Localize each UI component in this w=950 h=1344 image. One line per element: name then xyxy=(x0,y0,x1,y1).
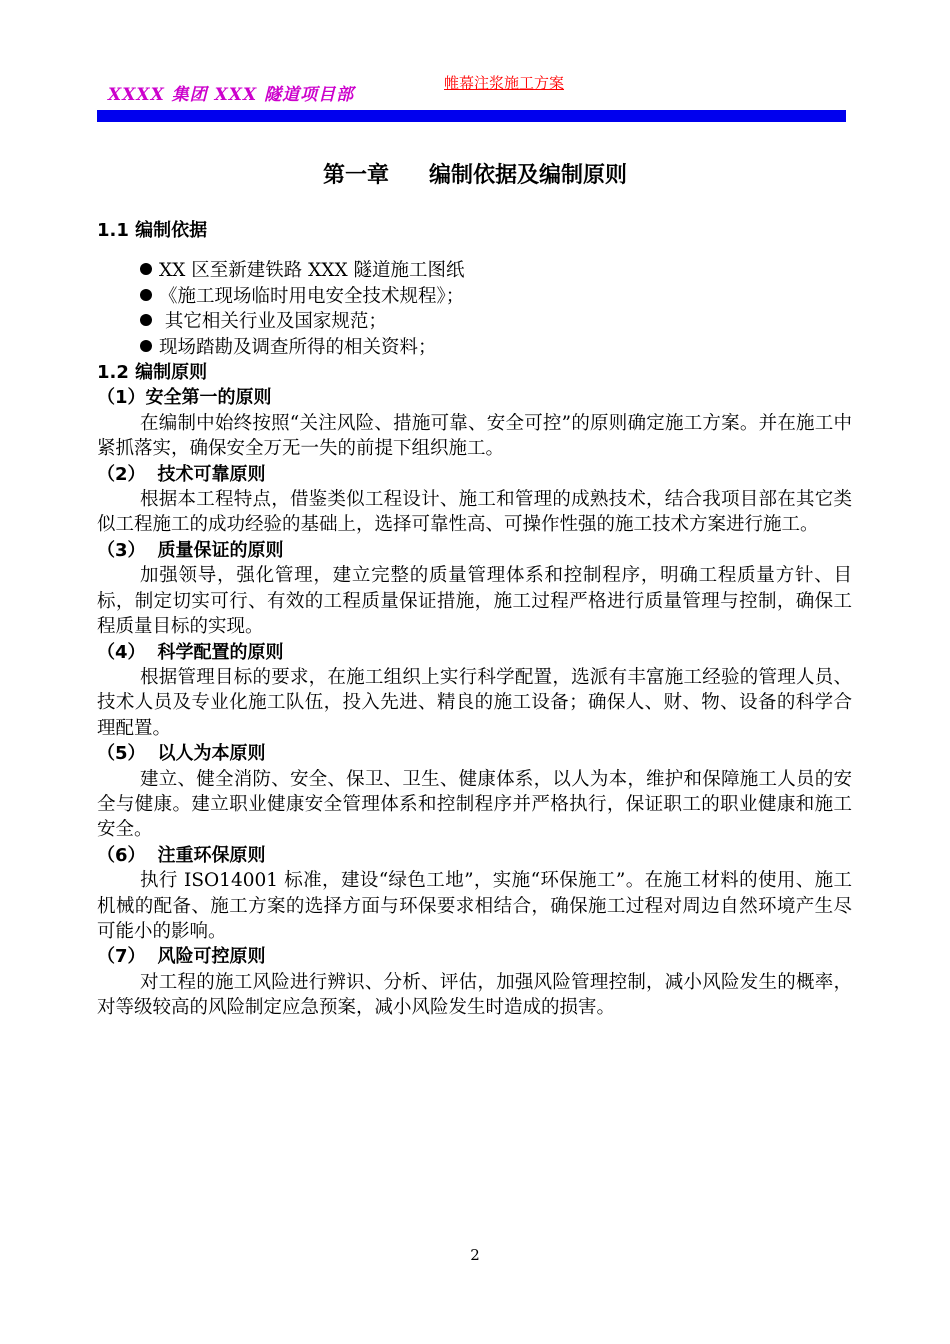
section-heading-principles: 1.2 编制原则 xyxy=(97,362,208,384)
principle-number: （1） xyxy=(97,387,146,409)
chapter-title: 编制依据及编制原则 xyxy=(429,163,628,188)
principle-label: 以人为本原则 xyxy=(157,743,266,765)
list-item: 《施工现场临时用电安全技术规程》； xyxy=(140,284,852,309)
principle-title xyxy=(97,385,852,410)
section-heading-basis: 1.1 编制依据 xyxy=(97,220,208,241)
bullet-icon xyxy=(140,340,152,352)
principle-text: 执行 ISO14001 标准，建设“绿色工地”，实施“环保施工”。在施工材料的使用、施工机械的配备、施工方案的选择方面与环保要求相结合，确保施工过程对周边自然环境产生尽可能小的影响。 xyxy=(97,870,852,942)
list-item: XX 区至新建铁路 XXX 隧道施工图纸 xyxy=(140,258,852,283)
header-divider-bar xyxy=(97,110,846,122)
principle-text: 建立、健全消防、安全、保卫、卫生、健康体系，以人为本，维护和保障施工人员的安全与健康。建立职业健康安全管理体系和控制程序并严格执行，保证职工的职业健康和施工安全。 xyxy=(97,768,852,841)
page-number: 2 xyxy=(470,1246,480,1264)
principle-number: （7） xyxy=(97,946,146,968)
principle-block xyxy=(97,843,852,945)
bullet-icon xyxy=(140,314,152,326)
principle-label: 质量保证的原则 xyxy=(157,539,284,561)
basis-list xyxy=(97,258,852,360)
main-content xyxy=(97,218,852,1021)
principle-block xyxy=(97,462,852,538)
principle-label: 技术可靠原则 xyxy=(157,463,266,485)
principle-text: 对工程的施工风险进行辨识、分析、评估，加强风险管理控制，减小风险发生的概率，对等级较高的风险制定应急预案，减小风险发生时造成的损害。 xyxy=(97,971,852,1019)
principle-label: 注重环保原则 xyxy=(157,844,266,866)
principle-text: 加强领导，强化管理，建立完整的质量管理体系和控制程序，明确工程质量方针、目标，制定切实可行、有效的工程质量保证措施，施工过程严格进行质量管理与控制，确保工程质量目标的实现。 xyxy=(97,565,852,638)
chapter-number: 第一章 xyxy=(322,163,389,188)
principle-title xyxy=(97,741,852,766)
header-document-title: 帷幕注浆施工方案 xyxy=(444,74,565,92)
principle-number: （5） xyxy=(97,743,146,765)
principle-block xyxy=(97,944,852,1020)
principle-number: （4） xyxy=(97,641,146,663)
principle-title xyxy=(97,640,852,665)
principle-label: 风险可控原则 xyxy=(157,946,266,968)
chapter-heading xyxy=(0,158,950,189)
principle-text: 在编制中始终按照“关注风险、措施可靠、安全可控”的原则确定施工方案。并在施工中紧抓落实，确保安全万无一失的前提下组织施工。 xyxy=(97,412,852,460)
principle-text: 根据管理目标的要求，在施工组织上实行科学配置，选派有丰富施工经验的管理人员、技术人员及专业化施工队伍，投入先进、精良的施工设备；确保人、财、物、设备的科学合理配置。 xyxy=(97,666,852,739)
principle-block xyxy=(97,741,852,843)
principle-label: 安全第一的原则 xyxy=(145,387,272,409)
principle-title xyxy=(97,538,852,563)
bullet-icon xyxy=(140,263,152,275)
principle-number: （6） xyxy=(97,844,146,866)
principle-number: （3） xyxy=(97,539,146,561)
principle-label: 科学配置的原则 xyxy=(157,641,284,663)
bullet-icon xyxy=(140,289,152,301)
list-item: 其它相关行业及国家规范； xyxy=(140,309,852,334)
principle-title xyxy=(97,944,852,969)
header-organization: XXXX 集团 XXX 隧道项目部 xyxy=(108,85,355,105)
principle-block xyxy=(97,385,852,461)
principle-number: （2） xyxy=(97,463,146,485)
principle-text: 根据本工程特点，借鉴类似工程设计、施工和管理的成熟技术，结合我项目部在其它类似工程施工的成功经验的基础上，选择可靠性高、可操作性强的施工技术方案进行施工。 xyxy=(97,489,852,536)
principle-block xyxy=(97,640,852,742)
list-item: 现场踏勘及调查所得的相关资料； xyxy=(140,335,852,360)
principle-title xyxy=(97,843,852,868)
principle-block xyxy=(97,538,852,640)
principle-title xyxy=(97,462,852,487)
